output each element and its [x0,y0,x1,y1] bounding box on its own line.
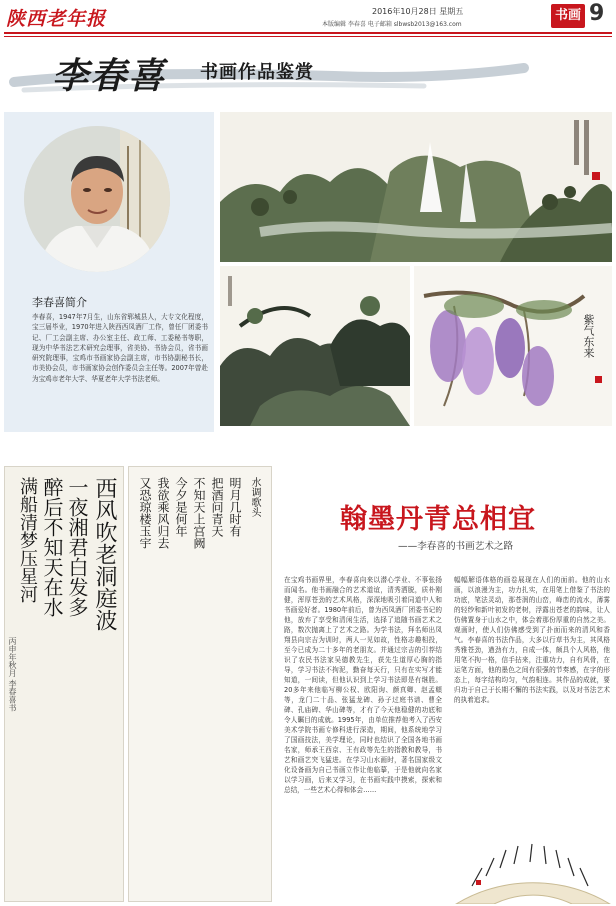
wisteria-inscription: 紫气东来 [582,314,595,358]
artist-bio-panel [4,112,214,432]
article-column-2: 幅幅解语体格的画卷展现在人们的面前。他的山水画，以浪漫为主，功力扎实，在用笔上借鉴了书法的功底，笔法灵动，那苍润的山峦，峰峦的流水，薄雾的轻纱和新叶初发的老树，浮露出苍老的韵味，让人仿佛置身于山水之中，体会着那份厚重的自然之美。观画时，使人们仿佛感受到了扑面而来的清风和香气。李春喜的书法作品，大多以行草书为主，其风格秀雅苍劲，遒劲有力，自成一体，颇具个人风格，他用笔不拘一格，信手拈来，注重功力，自有风骨，在运笔方面，他的墨色之间有很强的节奏感，在字的形态上，每字结构均匀，气韵相连。其作品的成就，要归功于自己于长期不懈的书法实践，以及对书法艺术的执着追求。 [454,576,610,704]
cal2-title: 水调歌头 [249,477,260,517]
article-column-1: 在宝鸡书画界里，李春喜向来以潜心学业、不事张扬而闻名。他书画融合的艺术道谊，清秀洒脱，质朴刚健，浑厚苍劲的艺术风格，深深地吸引着同道中人和书画爱好者。1980年前后，曾为西凤酒厂团委书记的他，放弃了享受和清闲生活，选择了追随书画艺术之路，数次抛离上了艺术之路。为学书法，拜名师出凤翔县向宗吉为训时，两人一见如故，性格志趣相投，至今已成为二十多年的老朋友。并通过宗吉的引荐结识了农民书法家吴德教先生，获先生道厚心胸的指导，学习书法不拘泥，勤奋每天行，只有在实写才能知道，一间读，但他认识到上学习书法即是有继胜。20多年来他临写柳公权、欧阳询、颜真卿、赵孟頫等，龙门二十品、张猛龙碑、孙子过庭书谱、曹全碑、孔庙碑、华山碑等，才有了今天他稳健的功底和令人瞩目的成就。1995年，由单位推荐他考入了西安美术学院书画专修科进行深造，期间，他系统地学习了国画技法，美学理论，同时也结识了全国各地书画名家，师承王西京、王有政等先生的指教和教导，书艺和画艺突飞猛进。在学习山水画时，著名国家级文化设备画为自己书画立作让他临摹，于是他就向名家以学习画，后来又学习，在书画实践中摸索，探索和总结，一些艺术心得和体会…… [284,576,442,794]
cal1-inscription: 丙申年秋月 李春喜书 [8,637,17,712]
landscape-painting-rocks [220,266,410,426]
cal2-column: 把酒问青天 [210,477,224,537]
cal2-column: 明月几时有 [228,477,242,537]
artist-portrait [24,126,170,272]
feature-banner [4,42,612,102]
section-tab: 书画 [551,4,585,28]
article-title: 翰墨丹青总相宜 [340,504,536,535]
wisteria-painting [414,266,612,426]
page-number: 9 [589,1,605,26]
feature-subtitle: 书画作品鉴赏 [200,62,314,83]
bio-heading: 李春喜简介 [32,296,87,309]
editor-contact-line: 本版编辑 李春喜 电子邮箱 slbwsb2013@163.com [322,21,462,28]
masthead [0,0,616,44]
cal1-column: 满船清梦压星河 [17,477,38,603]
newspaper-title: 陕西老年报 [6,8,107,30]
cal2-column: 今夕是何年 [174,477,188,537]
cal1-column: 一夜湘君白发多 [65,477,89,617]
cal2-column: 不知天上宫阙 [192,477,206,549]
calligraphy-scroll-running [128,466,272,902]
artist-name-heading: 李春喜 [52,55,167,97]
calligraphy-scroll-cursive [4,466,124,902]
fan-calligraphy [452,768,614,904]
landscape-painting-waterfall [220,112,612,262]
cal1-column: 西风吹老洞庭波 [92,477,117,631]
cal2-column: 我欲乘风归去 [156,477,170,549]
cal1-column: 醉后不知天在水 [40,477,64,617]
header-rule [4,32,612,34]
issue-date: 2016年10月28日 星期五 [372,7,464,16]
article-subtitle: ——李春喜的书画艺术之路 [398,541,514,552]
bio-text: 李春喜，1947年7月生，山东省郓城县人，大专文化程度，宝三届毕业，1970年进入陕西西凤酒厂工作，曾任厂团委书记、厂工会副主席、办公室主任、政工师、工委秘书等职，现为中华书法艺术研究会理事，省美协、书协会员，省书画研究院理事，宝鸡市书画家协会副主席，市书协副秘书长，市美协会员，市书画家协会创作委员会主任等。2007年曾赴为宝鸡市老年大学、华夏老年大学书法老师。 [32,313,208,383]
cal2-column: 又恐琼楼玉宇 [138,477,152,549]
header-rule-thin [4,36,612,37]
